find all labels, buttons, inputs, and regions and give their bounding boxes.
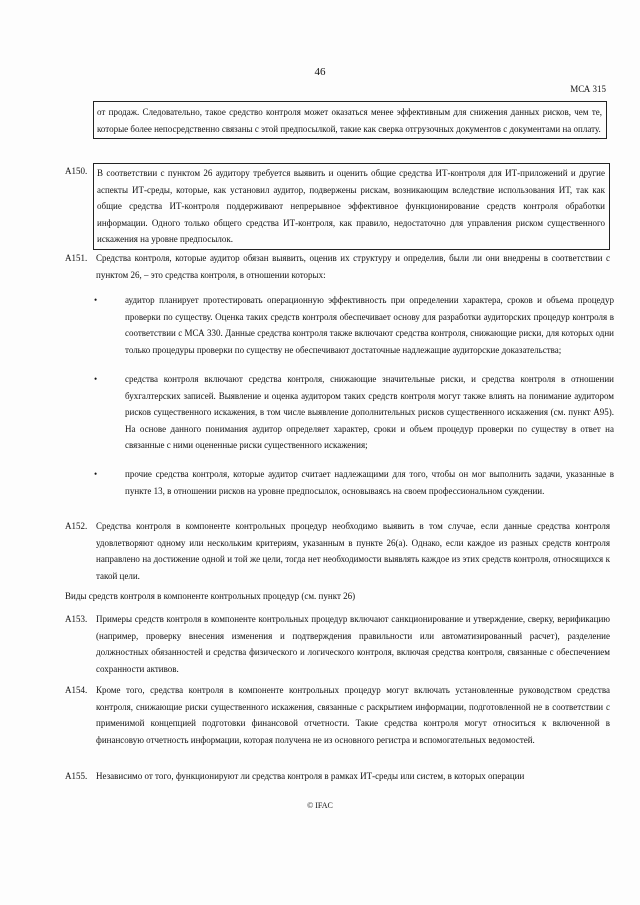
bullet-icon: • [94,295,98,305]
paragraph-text: В соответствии с пунктом 26 аудитору требуется выявить и оценить общие средства ИТ-контроля для ИТ-приложений и другие аспекты ИТ-среды, которые, как установил аудитор, подвержены рискам, возникающим вследствие использования ИТ, так как общие средства ИТ-контроля поддерживают непрерывное эффективное функционирование средств контроля обработки информации. Одного только общего средства ИТ-контроля, как правило, недостаточно для управления риском существенного искажения на уровне предпосылок. [93,163,610,250]
bullet-text: прочие средства контроля, которые аудитор считает надлежащими для того, чтобы он мог выполнить задачи, указанные в пункте 13, в отношении рисков на уровне предпосылок, основываясь на своем профессиональном суждении. [125,469,614,496]
paragraph-a150 [65,163,610,250]
paragraph-a153 [65,611,610,677]
bullet-item [94,466,614,499]
paragraph-text: Примеры средств контроля в компоненте контрольных процедур включают санкционирование и утверждение, сверку, верификацию (например, проверку внесения изменения и подтверждения правильности или автоматизированный расчет), разделение должностных обязанностей и средства физического и логического контроля, включая средства контроля, связанные с обеспечением сохранности активов. [96,614,610,674]
paragraph-text: Средства контроля в компоненте контрольных процедур необходимо выявить в том случае, если данные средства контроля удовлетворяют одному или нескольким критериям, указанным в пункте 26(а). Однако, если каждое из разных средств контроля направлено на достижение одной и той же цели, тогда нет необходимости выявлять каждое из этих средств контроля, относящихся к такой цели. [96,521,610,581]
footer-copyright: © IFAC [307,801,333,810]
standard-code: МСА 315 [570,84,606,94]
paragraph-a151 [65,250,610,283]
paragraph-a154 [65,682,610,748]
bullet-text: средства контроля включают средства контроля, снижающие значительные риски, и средства контроля в отношении бухгалтерских записей. Выявление и оценка аудитором таких средств контроля могут также влиять на понимание аудитором рисков существенного искажения, в том числе выявление дополнительных рисков существенного искажения (см. пункт A95). На основе данного понимания аудитор определяет характер, сроки и объем процедур проверки по существу в ответ на связанные с ними оцененные риски существенного искажения; [125,374,614,450]
bullet-icon: • [94,469,98,479]
paragraph-number: A154. [65,685,88,695]
bullet-item [94,371,614,454]
paragraph-number: A152. [65,521,88,531]
page-number: 46 [314,66,326,78]
section-heading: Виды средств контроля в компоненте контрольных процедур (см. пункт 26) [65,591,356,601]
paragraph-a155 [65,768,610,785]
bullet-item [94,292,614,358]
continuation-box: от продаж. Следовательно, такое средство контроля может оказаться менее эффективным для снижения данных рисков, чем те, которые более непосредственно связаны с этой предпосылкой, такие как сверка отгрузочных документов с документами на оплату. [93,101,607,139]
paragraph-number: A150. [65,166,88,176]
bullet-icon: • [94,374,98,384]
paragraph-number: A155. [65,771,88,781]
paragraph-number: A153. [65,614,88,624]
paragraph-number: A151. [65,253,88,263]
bullet-text: аудитор планирует протестировать операционную эффективность при определении характера, сроков и объема процедур проверки по существу. Оценка таких средств контроля обеспечивает основу для разработки аудиторских процедур контроля в соответствии с МСА 330. Данные средства контроля также включают средства контроля, снижающие риски, для которых одни только процедуры проверки по существу не обеспечивают достаточные надлежащие аудиторские доказательства; [125,295,614,355]
paragraph-text: Кроме того, средства контроля в компоненте контрольных процедур могут включать установленные руководством средства контроля, снижающие риски существенного искажения, связанные с раскрытием информации, подготовленной не в соответствии с применимой концепцией подготовки финансовой отчетности. Такие средства контроля могут относиться к включенной в финансовую отчетность информации, которая получена не из основного регистра и вспомогательных ведомостей. [96,685,610,745]
paragraph-a152 [65,518,610,584]
paragraph-text: Средства контроля, которые аудитор обязан выявить, оценив их структуру и определив, были ли они внедрены в соответствии с пунктом 26, – это средства контроля, в отношении которых: [96,253,610,280]
paragraph-text: Независимо от того, функционируют ли средства контроля в рамках ИТ-среды или систем, в которых операции [96,771,525,781]
